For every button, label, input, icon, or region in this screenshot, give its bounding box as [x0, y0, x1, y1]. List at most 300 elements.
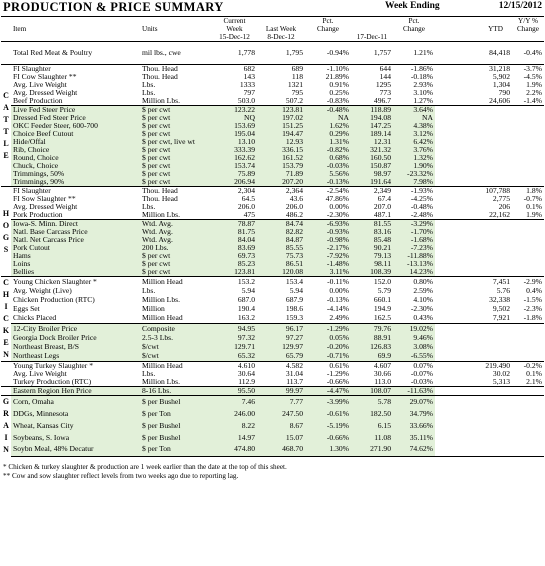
table-row — [1, 420, 544, 432]
cell-yy: -2.9% — [512, 277, 544, 287]
cell-item: Northeast Legs — [11, 352, 140, 362]
spacer-cell — [435, 203, 479, 211]
cell-pct: 3.11% — [305, 268, 351, 277]
table-row — [1, 154, 544, 162]
table-row — [1, 162, 544, 170]
cell-pct2: 74.62% — [393, 443, 435, 456]
cell-units: $ per Bushel — [140, 420, 212, 432]
cell-ly: 88.91 — [351, 333, 393, 342]
cell-item: Avg. Dressed Weight — [13, 203, 78, 211]
cell-cur: 7.46 — [212, 396, 257, 409]
cell-pct: -0.61% — [305, 408, 351, 420]
cell-yy: -1.5% — [523, 295, 542, 305]
total-last-year: 1,757 — [373, 48, 391, 57]
cell-item: Trimmings, 50% — [11, 170, 140, 178]
cell-units: $/cwt — [140, 343, 212, 352]
cell-yy: 2.1% — [526, 378, 542, 386]
date-last-week: 8-Dec-12 — [257, 33, 305, 42]
cell-pct: -2.54% — [305, 187, 351, 196]
cell-item: Natl. Net Carcass Price — [11, 236, 140, 244]
cell-item: Young Chicken Slaughter * — [11, 277, 140, 287]
cell-yy — [512, 244, 544, 252]
cell-units: Wtd. Avg. — [140, 236, 212, 244]
date-last-year: 17-Dec-11 — [351, 33, 393, 42]
cell-ly: 67.4 — [377, 195, 391, 203]
cell-item: Pork Production — [13, 211, 63, 219]
cell-last: 82.82 — [257, 228, 305, 236]
cell-units: Million Lbs. — [142, 211, 180, 219]
spacer-cell — [435, 352, 479, 362]
spacer-cell — [435, 362, 479, 371]
cell-item: OKC Feeder Steer, 600-700 — [11, 122, 140, 130]
cell-ly: 81.55 — [351, 220, 393, 229]
cell-units: $ per cwt — [140, 178, 212, 187]
cell-pct: -0.82% — [305, 146, 351, 154]
cell-units: Lbs. — [142, 286, 156, 295]
cell-ytd — [479, 408, 512, 420]
cell-yy — [512, 260, 544, 268]
cell-ytd — [479, 343, 512, 352]
cell-ytd: 107,788 — [479, 187, 512, 196]
cell-ly: 160.50 — [351, 154, 393, 162]
cell-ytd — [479, 178, 512, 187]
cell-pct: 0.00% — [329, 203, 349, 211]
cell-last: 197.02 — [257, 114, 305, 122]
cell-cur: 163.2 — [237, 313, 255, 323]
cell-ly: 147.25 — [351, 122, 393, 130]
cell-ly: 162.5 — [373, 313, 391, 323]
cell-pct2: -2.48% — [410, 211, 433, 219]
table-row — [1, 295, 544, 304]
cell-yy — [512, 396, 544, 409]
table-row — [1, 286, 544, 295]
spacer-cell — [435, 305, 479, 314]
cell-units: Million Head — [142, 313, 183, 323]
cell-ytd — [479, 352, 512, 362]
cell-pct2: 19.02% — [393, 324, 435, 334]
cell-cur: 687.0 — [237, 295, 255, 305]
cell-cur: 1333 — [239, 81, 255, 89]
cell-ytd — [479, 324, 512, 334]
cell-yy — [512, 146, 544, 154]
cell-ytd — [479, 333, 512, 342]
cell-ly: 69.9 — [351, 352, 393, 362]
cell-item: Young Turkey Slaughter * — [11, 362, 140, 371]
section-label — [1, 362, 11, 387]
cell-pct2: 33.66% — [393, 420, 435, 432]
report-page — [1, 0, 544, 481]
cell-pct2: -13.13% — [393, 260, 435, 268]
cell-yy — [512, 333, 544, 342]
cell-ly: 85.48 — [351, 236, 393, 244]
cell-yy: 2.2% — [526, 89, 542, 97]
cell-cur: 123.81 — [212, 268, 257, 277]
total-yy: -0.4% — [523, 48, 542, 57]
cell-pct2: NA — [393, 114, 435, 122]
cell-ly: 30.66 — [373, 370, 391, 378]
section-label — [1, 387, 11, 396]
cell-ytd — [479, 170, 512, 178]
footnotes — [1, 463, 544, 481]
cell-pct: 0.29% — [305, 130, 351, 138]
spacer-cell — [435, 432, 479, 444]
col-ytd: YTD — [488, 25, 503, 33]
cell-ly: 321.32 — [351, 146, 393, 154]
table-row — [1, 203, 544, 211]
cell-ytd: 5.76 — [496, 286, 510, 295]
cell-last: 2,364 — [257, 187, 305, 196]
spacer-cell — [435, 324, 479, 334]
cell-item: Chicken Production (RTC) — [13, 295, 95, 305]
cell-units: 200 Lbs. — [140, 244, 212, 252]
cell-last: 247.50 — [257, 408, 305, 420]
col-pct-change-1: Pct. — [322, 17, 334, 25]
cell-ytd — [479, 236, 512, 244]
cell-ytd — [479, 268, 512, 277]
col-current-week-2: Week — [226, 25, 243, 33]
week-ending-date: 12/15/2012 — [498, 1, 542, 11]
cell-cur: NQ — [212, 114, 257, 122]
cell-cur: 78.87 — [212, 220, 257, 229]
cell-units: $ per cwt — [140, 162, 212, 170]
cell-pct: 0.91% — [329, 81, 349, 89]
spacer-cell — [435, 220, 479, 229]
cell-units: $ per cwt — [140, 154, 212, 162]
summary-table — [1, 17, 544, 457]
cell-item: Hams — [11, 252, 140, 260]
cell-last: 75.73 — [257, 252, 305, 260]
cell-last: 1321 — [287, 81, 303, 89]
col-current-week-1: Current — [223, 17, 246, 25]
cell-units: $ per Bushel — [140, 432, 212, 444]
cell-pct2: 1.90% — [393, 162, 435, 170]
total-last-week: 1,795 — [285, 48, 303, 57]
cell-yy: -3.7% — [512, 65, 544, 74]
spacer-cell — [435, 420, 479, 432]
spacer-cell — [435, 130, 479, 138]
table-row — [1, 211, 544, 220]
cell-pct2: -0.07% — [410, 370, 433, 378]
cell-ly: 150.87 — [351, 162, 393, 170]
cell-ytd — [479, 252, 512, 260]
cell-ly: 660.1 — [373, 295, 391, 305]
cell-last: 84.87 — [257, 236, 305, 244]
col-item: Item — [13, 25, 27, 33]
cell-ly: 11.08 — [351, 432, 393, 444]
cell-pct: 21.89% — [325, 73, 349, 81]
cell-units: Million Head — [140, 277, 212, 287]
cell-cur: 206.94 — [212, 178, 257, 187]
cell-ytd: 24,606 — [489, 97, 510, 105]
cell-pct: 0.68% — [305, 154, 351, 162]
cell-last: 85.55 — [257, 244, 305, 252]
cell-cur: 95.50 — [212, 387, 257, 396]
cell-item: Corn, Omaha — [11, 396, 140, 409]
cell-cur: 83.69 — [212, 244, 257, 252]
cell-ytd — [479, 443, 512, 456]
cell-pct2: -23.32% — [393, 170, 435, 178]
cell-pct: -0.71% — [305, 352, 351, 362]
cell-pct2: -3.29% — [393, 220, 435, 229]
cell-cur: 195.04 — [212, 130, 257, 138]
spacer-cell — [435, 236, 479, 244]
cell-pct: -0.66% — [326, 378, 349, 386]
cell-cur: 112.9 — [238, 378, 255, 386]
cell-ly: 98.97 — [351, 170, 393, 178]
total-row — [1, 42, 544, 65]
cell-yy: -0.2% — [512, 362, 544, 371]
table-row — [1, 97, 544, 106]
cell-units: $/cwt — [140, 352, 212, 362]
cell-pct2: 1.27% — [413, 97, 433, 105]
cell-pct2: 34.79% — [393, 408, 435, 420]
cell-item: Loins — [11, 260, 140, 268]
cell-cur: 143 — [243, 73, 255, 81]
cell-cur: 5.94 — [241, 286, 255, 295]
cell-ly: 487.1 — [373, 211, 391, 219]
table-row — [1, 106, 544, 115]
table-row — [1, 114, 544, 122]
cell-item: Round, Choice — [11, 154, 140, 162]
cell-last: 15.07 — [257, 432, 305, 444]
cell-pct2: 0.80% — [393, 277, 435, 287]
cell-ytd: 219.490 — [479, 362, 512, 371]
cell-item: FI Slaughter — [11, 65, 140, 74]
cell-ly: 79.76 — [351, 324, 393, 334]
spacer-cell — [435, 343, 479, 352]
cell-item: Beef Production — [13, 97, 63, 105]
cell-cur: 69.73 — [212, 252, 257, 260]
cell-pct: -0.66% — [305, 432, 351, 444]
cell-ly: 194.08 — [351, 114, 393, 122]
spacer-cell — [435, 178, 479, 187]
cell-last: 4.582 — [257, 362, 305, 371]
cell-ytd: 31,218 — [479, 65, 512, 74]
spacer-cell — [435, 396, 479, 409]
cell-ytd — [479, 220, 512, 229]
table-row — [1, 333, 544, 342]
cell-pct: 0.61% — [305, 362, 351, 371]
cell-pct: -0.20% — [305, 343, 351, 352]
cell-item: Bellies — [11, 268, 140, 277]
cell-last: 198.6 — [285, 304, 303, 314]
table-row — [1, 81, 544, 89]
cell-item: Eggs Set — [13, 304, 40, 314]
cell-pct2: 35.11% — [393, 432, 435, 444]
cell-ly: 773 — [379, 89, 391, 97]
cell-pct: 5.56% — [305, 170, 351, 178]
cell-pct2: 3.08% — [393, 343, 435, 352]
cell-yy — [512, 352, 544, 362]
cell-ly: 207.0 — [373, 203, 391, 211]
cell-last: 120.08 — [257, 268, 305, 277]
cell-units: $ per cwt — [140, 114, 212, 122]
cell-pct2: 14.23% — [393, 268, 435, 277]
cell-item: Rib, Choice — [11, 146, 140, 154]
cell-units: $ per cwt — [140, 260, 212, 268]
spacer-cell — [435, 277, 479, 287]
cell-item: Northeast Breast, B/S — [11, 343, 140, 352]
cell-item: Soybn Meal, 48% Decatur — [11, 443, 140, 456]
cell-yy — [512, 432, 544, 444]
cell-pct: 2.49% — [329, 313, 349, 323]
cell-pct2: 4.38% — [393, 122, 435, 130]
cell-pct2: 3.10% — [413, 89, 433, 97]
spacer-cell — [435, 187, 479, 196]
cell-pct2: 6.42% — [393, 138, 435, 146]
spacer-cell — [435, 228, 479, 236]
table-row — [1, 362, 544, 371]
spacer-cell — [435, 211, 479, 220]
spacer-cell — [435, 378, 479, 387]
cell-item: Pork Cutout — [11, 244, 140, 252]
cell-item: Avg. Live Weight — [13, 370, 67, 378]
cell-yy: -0.7% — [523, 195, 542, 203]
cell-ly: 6.15 — [351, 420, 393, 432]
cell-pct2: -1.86% — [393, 65, 435, 74]
cell-pct2: -2.30% — [410, 304, 433, 314]
cell-pct: 1.31% — [305, 138, 351, 146]
cell-last: 468.70 — [257, 443, 305, 456]
spacer-cell — [435, 170, 479, 178]
cell-last: 86.51 — [257, 260, 305, 268]
spacer-cell — [435, 162, 479, 170]
cell-last: 31.04 — [285, 370, 303, 378]
section-label: H O G S — [1, 187, 11, 277]
table-row — [1, 260, 544, 268]
cell-ly: 152.0 — [351, 277, 393, 287]
cell-yy — [512, 220, 544, 229]
col-last-week: Last Week — [265, 25, 297, 33]
cell-pct: -0.13% — [305, 178, 351, 187]
cell-last: 795 — [291, 89, 303, 97]
cell-last: 194.47 — [257, 130, 305, 138]
table-row — [1, 387, 544, 396]
table-row — [1, 236, 544, 244]
cell-ly: 108.39 — [351, 268, 393, 277]
table-row — [1, 138, 544, 146]
cell-pct2: 7.98% — [393, 178, 435, 187]
cell-yy — [512, 178, 544, 187]
table-row — [1, 324, 544, 334]
cell-ytd: 9,502 — [492, 304, 510, 314]
cell-pct: -2.30% — [326, 211, 349, 219]
cell-pct2: 1.32% — [393, 154, 435, 162]
cell-cur: 475 — [243, 211, 255, 219]
cell-yy — [512, 170, 544, 178]
cell-pct2: -1.70% — [393, 228, 435, 236]
cell-cur: 97.32 — [212, 333, 257, 342]
cell-yy — [512, 268, 544, 277]
cell-units: Wtd. Avg. — [140, 220, 212, 229]
cell-pct: 0.05% — [305, 333, 351, 342]
cell-units: 2.5-3 Lbs. — [140, 333, 212, 342]
cell-ytd — [479, 130, 512, 138]
cell-ly: 83.16 — [351, 228, 393, 236]
total-current: 1,778 — [237, 48, 255, 57]
cell-last: 96.17 — [257, 324, 305, 334]
cell-pct2: 2.93% — [413, 81, 433, 89]
cell-item: Trimmings, 90% — [11, 178, 140, 187]
week-ending-label: Week Ending — [385, 1, 440, 11]
spacer-cell — [435, 81, 479, 89]
cell-pct: -0.83% — [326, 97, 349, 105]
col-yy-change-1: Y/Y % — [518, 17, 538, 25]
cell-units: Million Lbs. — [142, 295, 180, 305]
spacer-cell — [435, 195, 479, 203]
cell-units: Composite — [140, 324, 212, 334]
table-row — [1, 89, 544, 97]
cell-item: Turkey Production (RTC) — [13, 378, 92, 386]
cell-cur: 64.5 — [241, 195, 255, 203]
total-units: mil lbs., cwe — [142, 48, 181, 57]
title-bar — [1, 0, 544, 17]
section-label: C H I C K E N — [1, 277, 11, 362]
cell-ytd: 32,338 — [489, 295, 510, 305]
cell-ly: 118.89 — [351, 106, 393, 115]
cell-ytd — [479, 138, 512, 146]
footnote-2: ** Cow and sow slaughter reflect levels from two weeks ago due to reporting lag. — [3, 471, 239, 480]
cell-units: Lbs. — [142, 81, 156, 89]
cell-pct: -0.48% — [305, 106, 351, 115]
cell-pct2: -1.68% — [393, 236, 435, 244]
cell-pct: -0.11% — [305, 277, 351, 287]
cell-item: Dressed Fed Steer Price — [11, 114, 140, 122]
cell-pct: 47.86% — [325, 195, 349, 203]
cell-pct: -1.48% — [305, 260, 351, 268]
cell-ytd: 5,902 — [492, 73, 510, 81]
table-row — [1, 443, 544, 456]
spacer-cell — [435, 252, 479, 260]
cell-yy — [512, 236, 544, 244]
table-row — [1, 170, 544, 178]
cell-cur: 333.39 — [212, 146, 257, 154]
cell-ly: 271.90 — [351, 443, 393, 456]
spacer-cell — [435, 268, 479, 277]
cell-pct2: -11.63% — [393, 387, 435, 396]
cell-item: Avg. Weight (Live) — [13, 286, 72, 295]
spacer-cell — [435, 138, 479, 146]
cell-cur: 503.0 — [237, 97, 255, 105]
cell-item: Natl. Base Carcass Price — [11, 228, 140, 236]
spacer-cell — [435, 122, 479, 130]
cell-pct2: -1.93% — [393, 187, 435, 196]
cell-yy: 1.9% — [526, 211, 542, 219]
cell-cur: 682 — [212, 65, 257, 74]
cell-pct2: -7.23% — [393, 244, 435, 252]
col-units: Units — [142, 25, 158, 33]
table-row — [1, 343, 544, 352]
cell-ly: 2,349 — [351, 187, 393, 196]
cell-last: 43.6 — [289, 195, 303, 203]
cell-yy — [512, 154, 544, 162]
cell-item: Hide/Offal — [11, 138, 140, 146]
table-row — [1, 65, 544, 74]
cell-cur: 13.10 — [212, 138, 257, 146]
table-row — [1, 244, 544, 252]
cell-pct2: 3.76% — [393, 146, 435, 154]
cell-pct: -1.10% — [305, 65, 351, 74]
cell-ly: 5.78 — [351, 396, 393, 409]
table-row — [1, 146, 544, 154]
cell-ytd — [479, 432, 512, 444]
cell-last: 161.52 — [257, 154, 305, 162]
cell-pct: -0.93% — [305, 228, 351, 236]
header-row-1 — [1, 17, 544, 25]
cell-yy — [512, 122, 544, 130]
cell-cur: 153.69 — [212, 122, 257, 130]
cell-ly: 496.7 — [373, 97, 391, 105]
